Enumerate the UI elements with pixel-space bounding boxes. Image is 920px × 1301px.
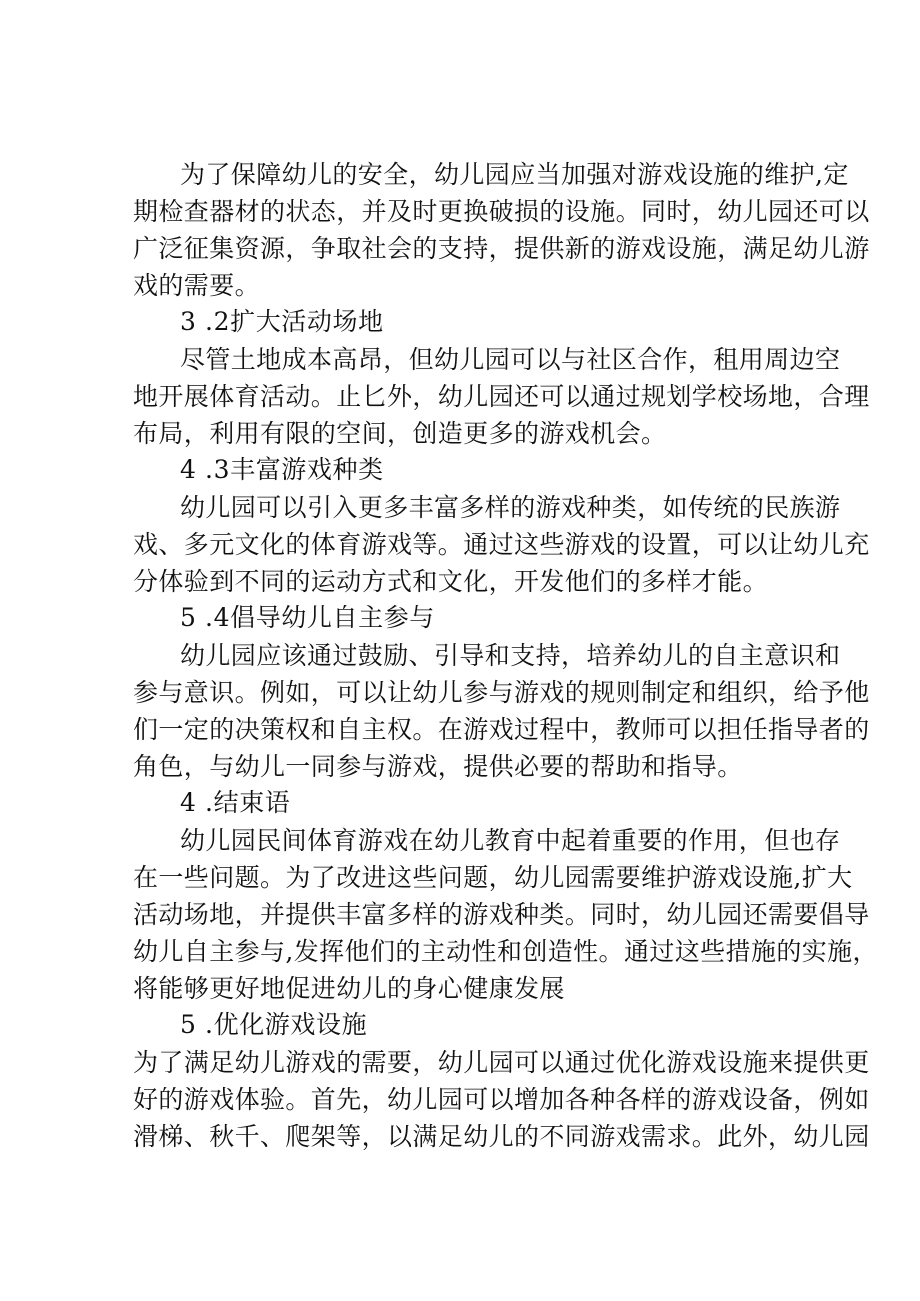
paragraph-line: 广泛征集资源，争取社会的支持，提供新的游戏设施，满足幼儿游 (133, 234, 870, 263)
paragraph-line: 地开展体育活动。止匕外，幼儿园还可以通过规划学校场地，合理 (133, 382, 870, 411)
paragraph-line: 幼儿园民间体育游戏在幼儿教育中起着重要的作用，但也存 (180, 826, 841, 855)
paragraph-line: 参与意识。例如，可以让幼儿参与游戏的规则制定和组织，给予他 (133, 678, 870, 707)
paragraph-line: 为了保障幼儿的安全，幼儿园应当加强对游戏设施的维护,定 (180, 160, 849, 189)
paragraph-line: 为了满足幼儿游戏的需要，幼儿园可以通过优化游戏设施来提供更 (133, 1048, 870, 1077)
section-heading: 4 .3丰富游戏种类 (180, 455, 384, 484)
section-heading: 4 .结束语 (180, 788, 291, 817)
paragraph-line: 在一些问题。为了改进这些问题，幼儿园需要维护游戏设施,扩大 (133, 863, 853, 892)
paragraph-line: 们一定的决策权和自主权。在游戏过程中，教师可以担任指导者的 (133, 715, 870, 744)
paragraph-line: 戏、多元文化的体育游戏等。通过这些游戏的设置，可以让幼儿充 (133, 530, 870, 559)
paragraph-line: 戏的需要。 (133, 271, 261, 300)
section-heading: 3 .2扩大活动场地 (180, 307, 384, 336)
paragraph-line: 幼儿自主参与,发挥他们的主动性和创造性。通过这些措施的实施， (133, 937, 878, 966)
paragraph-line: 布局，利用有限的空间，创造更多的游戏机会。 (133, 419, 667, 448)
section-heading: 5 .4倡导幼儿自主参与 (180, 603, 435, 632)
paragraph-line: 尽管土地成本高昂，但幼儿园可以与社区合作，租用周边空 (180, 345, 841, 374)
paragraph-line: 分体验到不同的运动方式和文化，开发他们的多样才能。 (133, 567, 769, 596)
paragraph-line: 幼儿园应该通过鼓励、引导和支持，培养幼儿的自主意识和 (180, 641, 841, 670)
section-heading: 5 .优化游戏设施 (180, 1010, 368, 1039)
paragraph-line: 角色，与幼儿一同参与游戏，提供必要的帮助和指导。 (133, 752, 743, 781)
paragraph-line: 期检查器材的状态，并及时更换破损的设施。同时，幼儿园还可以 (133, 197, 870, 226)
paragraph-line: 幼儿园可以引入更多丰富多样的游戏种类，如传统的民族游 (180, 493, 841, 522)
paragraph-line: 将能够更好地促进幼儿的身心健康发展 (133, 974, 565, 1003)
paragraph-line: 滑梯、秋千、爬架等，以满足幼儿的不同游戏需求。此外，幼儿园 (133, 1122, 870, 1151)
paragraph-line: 好的游戏体验。首先，幼儿园可以增加各种各样的游戏设备，例如 (133, 1085, 870, 1114)
paragraph-line: 活动场地，并提供丰富多样的游戏种类。同时，幼儿园还需要倡导 (133, 900, 870, 929)
